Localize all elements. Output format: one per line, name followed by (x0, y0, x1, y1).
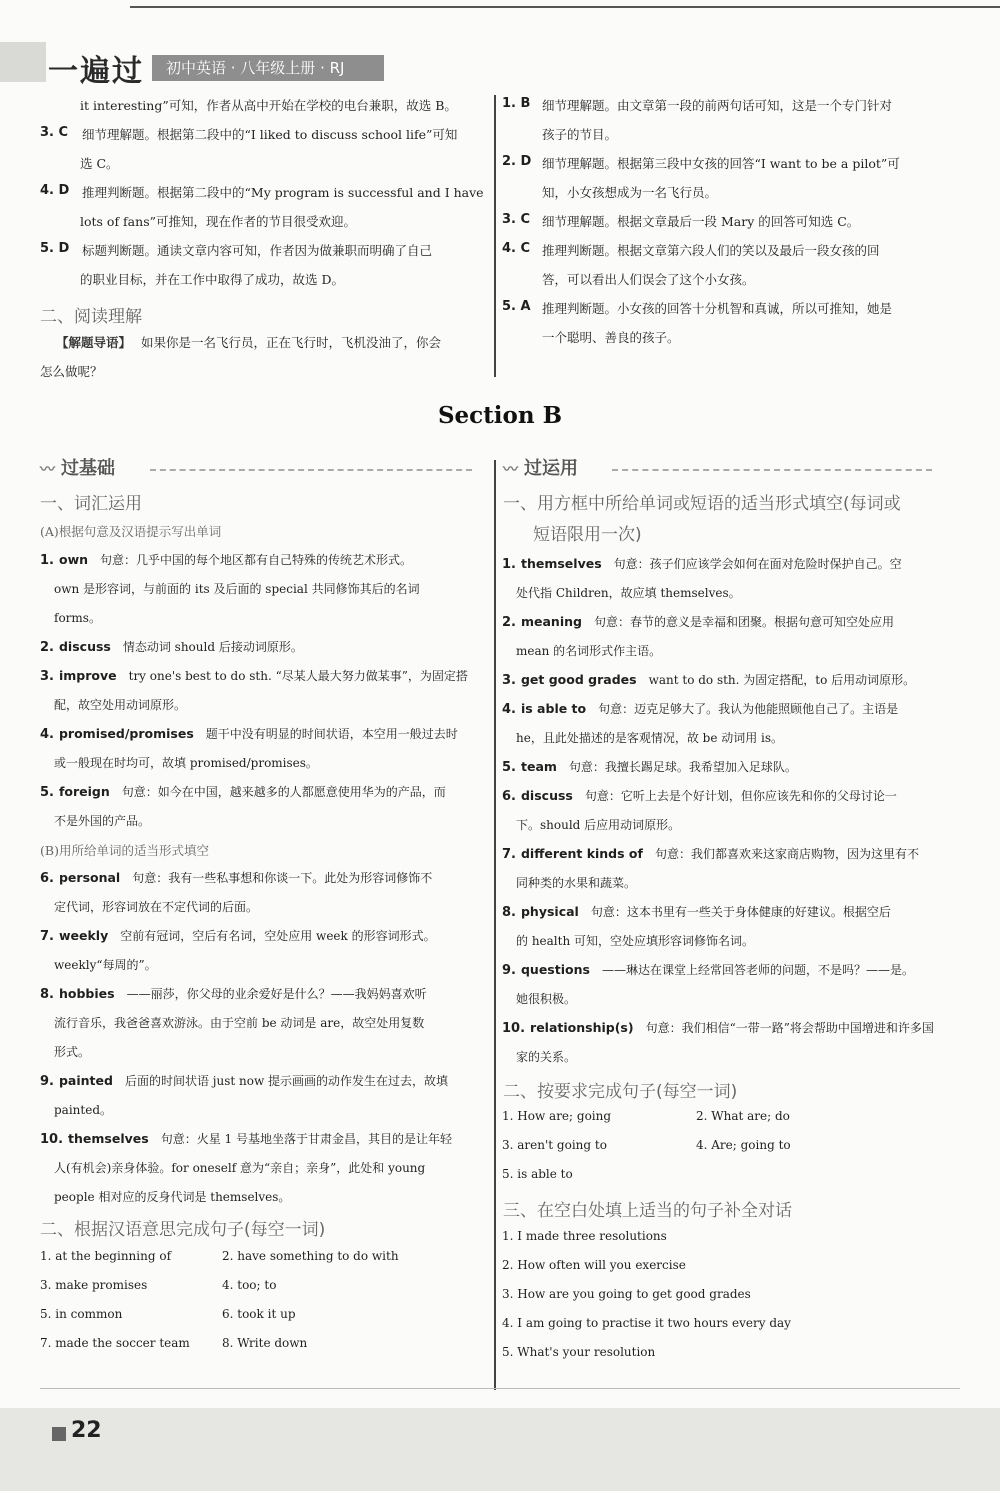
fill-blank-section-heading-cont: 短语限用一次) (533, 525, 642, 545)
answer-line (40, 869, 432, 886)
answer-text: 情态动词 should 后接动词原形。 (122, 640, 303, 654)
fill-blank-section-heading: 一、用方框中所给单词或短语的适当形式填空(每词或 (503, 494, 901, 514)
page-header (0, 0, 1000, 92)
answer-word: own (58, 552, 89, 567)
answer-number: 6. (40, 871, 54, 886)
answer-number: 4. C (502, 241, 531, 256)
answer-line (502, 932, 754, 949)
answer-word: different kinds of (520, 846, 643, 861)
page-marker-icon (52, 1427, 66, 1441)
answer-number: 8. (40, 987, 54, 1002)
part-a-instructions: (A)根据句意及汉语提示写出单词 (40, 524, 222, 539)
answer-number: 7. (502, 847, 516, 862)
answer-number: 10. (502, 1021, 526, 1036)
section-title: Section B (437, 402, 563, 429)
answer-line (40, 725, 458, 742)
answer-number: 10. (40, 1132, 64, 1147)
answer-number: 9. (502, 963, 516, 978)
answer-text: own 是形容词，与前面的 its 及后面的 special 共同修饰其后的名词 (54, 582, 420, 596)
answer-number: 3. C (502, 212, 531, 227)
answer-line (40, 783, 446, 800)
dialog-answer: 2. How often will you exercise (502, 1258, 686, 1272)
answer-line (502, 555, 902, 572)
answer-text: 细节理解题。根据第三段中女孩的回答“I want to be a pilot”可 (542, 156, 900, 171)
answer-text: 推理判断题。根据文章第六段人们的笑以及最后一段女孩的回 (542, 243, 880, 258)
dialog-answer: 4. I am going to practise it two hours every day (502, 1316, 791, 1330)
answer-number: 1. B (502, 96, 531, 111)
answer-line (40, 696, 186, 713)
answer-number: 7. (40, 929, 54, 944)
answer-text: 知，小女孩想成为一名飞行员。 (542, 185, 718, 200)
short-answer: 8. Write down (222, 1336, 308, 1350)
part-b-instructions: (B)用所给单词的适当形式填空 (40, 843, 209, 858)
short-answer: 4. too; to (222, 1278, 277, 1292)
answer-text: 句意：我有一些私事想和你谈一下。此处为形容词修饰不 (132, 871, 433, 885)
answer-word: is able to (520, 701, 587, 716)
answer-word: foreign (58, 784, 110, 799)
answer-line (502, 729, 783, 746)
answer-text: try one's best to do sth. “尽某人最大努力做某事”，为固定搭 (128, 669, 468, 683)
answer-line (502, 787, 897, 804)
answer-text: 处代指 Children，故应填 themselves。 (516, 586, 741, 600)
answer-number: 9. (40, 1074, 54, 1089)
answer-text: he，且此处描述的是客观情况，故 be 动词用 is。 (516, 731, 784, 745)
short-answer: 1. How are; going (502, 1109, 612, 1123)
answer-text: 后面的时间状语 just now 提示画画的动作发生在过去，故填 (124, 1074, 449, 1088)
answer-text: 句意：几乎中国的每个地区都有自己特殊的传统艺术形式。 (100, 553, 413, 567)
sentence-section-heading: 二、按要求完成句子(每空一词) (503, 1082, 738, 1102)
answer-number: 4. D (40, 183, 70, 198)
guide-text-cont: 怎么做呢？ (40, 364, 103, 379)
answer-number: 3. C (40, 125, 69, 140)
answer-word: team (520, 759, 557, 774)
answer-line (502, 1048, 576, 1065)
answer-line (40, 812, 150, 829)
answer-text: 句意：它听上去是个好计划，但你应该先和你的父母讨论一 (584, 789, 897, 803)
answer-text: 答，可以看出人们误会了这个小女孩。 (542, 272, 755, 287)
answer-text: 家的关系。 (516, 1050, 577, 1064)
answer-word: get good grades (520, 672, 637, 687)
answer-word: painted (58, 1073, 113, 1088)
answer-word: discuss (520, 788, 573, 803)
answer-line (40, 1159, 425, 1176)
answer-text: ——丽莎，你父母的业余爱好是什么？——我妈妈喜欢听 (126, 987, 427, 1001)
answer-line (40, 1043, 90, 1060)
right-heading (503, 454, 578, 480)
answer-word: promised/promises (58, 726, 194, 741)
guide-line (56, 333, 441, 351)
left-heading-rule (150, 469, 472, 471)
answer-text: 句意：这本书里有一些关于身体健康的好建议。根据空后 (590, 905, 891, 919)
answer-number: 1. (40, 553, 54, 568)
answer-number: 3. (502, 673, 516, 688)
answer-text: it interesting”可知，作者从高中开始在学校的电台兼职，故选 B。 (80, 98, 457, 113)
answer-text: 句意：我擅长踢足球。我希望加入足球队。 (568, 760, 797, 774)
answer-word: questions (520, 962, 590, 977)
answer-line (502, 903, 891, 920)
answer-line (502, 845, 919, 862)
answer-line (502, 584, 741, 601)
heading-mark-icon: 〰 (40, 460, 56, 478)
answer-word: personal (58, 870, 121, 885)
answer-text: 句意：迈克足够大了。我认为他能照顾他自己了。主语是 (598, 702, 899, 716)
answer-text: 配，故空处用动词原形。 (54, 698, 187, 712)
answer-line (40, 927, 436, 944)
right-heading-rule (612, 469, 932, 471)
answer-text: 句意：我们相信“一带一路”将会帮助中国增进和许多国 (645, 1021, 934, 1035)
answer-text: 或一般现在时均可，故填 promised/promises。 (54, 756, 318, 770)
answer-line (40, 580, 420, 597)
answer-number: 4. (40, 727, 54, 742)
answer-text: 不是外国的产品。 (54, 814, 151, 828)
answer-word: themselves (520, 556, 602, 571)
answer-line (40, 609, 101, 626)
answer-text: forms。 (54, 611, 101, 625)
answer-line (502, 671, 915, 688)
answer-text: 选 C。 (80, 156, 119, 171)
short-answer: 3. make promises (40, 1278, 148, 1292)
translation-section-heading: 二、根据汉语意思完成句子(每空一词) (40, 1220, 326, 1240)
answer-text: 标题判断题。通读文章内容可知，作者因为做兼职而明确了自己 (82, 243, 433, 258)
answer-line (40, 551, 412, 568)
answer-text: 句意：如今在中国，越来越多的人都愿意使用华为的产品，而 (121, 785, 446, 799)
answer-number: 2. (40, 640, 54, 655)
column-divider-bottom (494, 460, 496, 1390)
series-label: 初中英语 · 八年级上册 · RJ (152, 55, 384, 81)
answer-word: improve (58, 668, 117, 683)
answer-number: 2. (502, 615, 516, 630)
answer-text: 的职业目标，并在工作中取得了成功，故选 D。 (80, 272, 344, 287)
answer-line (502, 961, 914, 978)
answer-number: 6. (502, 789, 516, 804)
answer-text: 细节理解题。根据文章最后一段 Mary 的回答可知选 C。 (542, 214, 860, 229)
page-number: 22 (71, 1418, 102, 1443)
answer-text: 人(有机会)亲身体验。for oneself 意为“亲自；亲身”，此处和 young (54, 1161, 426, 1175)
short-answer: 3. aren't going to (502, 1138, 607, 1152)
answer-line (502, 816, 680, 833)
answer-text: 句意：我们都喜欢来这家商店购物，因为这里有不 (654, 847, 919, 861)
answer-text: 形式。 (54, 1045, 91, 1059)
answer-text: lots of fans”可推知，现在作者的节目很受欢迎。 (80, 214, 356, 229)
answer-number: 1. (502, 557, 516, 572)
answer-text: 细节理解题。根据第二段中的“I liked to discuss school life”可知 (82, 127, 458, 142)
footer-rule (40, 1388, 960, 1389)
short-answer: 5. in common (40, 1307, 123, 1321)
answer-text: 句意：火星 1 号基地坐落于甘肃金昌，其目的是让年轻 (160, 1132, 452, 1146)
answer-text: 句意：春节的意义是幸福和团聚。根据句意可知空处应用 (593, 615, 894, 629)
answer-text: 推理判断题。小女孩的回答十分机智和真诚，所以可推知，她是 (542, 301, 893, 316)
answer-number: 8. (502, 905, 516, 920)
right-heading-label: 过运用 (524, 458, 579, 479)
answer-word: weekly (58, 928, 109, 943)
answer-text: 流行音乐，我爸爸喜欢游泳。由于空前 be 动词是 are，故空处用复数 (54, 1016, 425, 1030)
answer-text: 的 health 可知，空处应填形容词修饰名词。 (516, 934, 755, 948)
vocab-section-heading: 一、词汇运用 (40, 494, 142, 514)
answer-text: 下。should 后应用动词原形。 (516, 818, 681, 832)
short-answer: 6. took it up (222, 1307, 296, 1321)
answer-text: 题干中没有明显的时间状语，本空用一般过去时 (205, 727, 458, 741)
answer-line (502, 874, 636, 891)
short-answer: 2. What are; do (696, 1109, 790, 1123)
answer-line (502, 990, 576, 1007)
answer-number: 3. (40, 669, 54, 684)
answer-number: 4. (502, 702, 516, 717)
column-divider-top (494, 95, 496, 377)
guide-text: 如果你是一名飞行员，正在飞行时，飞机没油了，你会 (141, 335, 442, 350)
answer-line (40, 754, 318, 771)
answer-line (40, 1188, 290, 1205)
heading-mark-icon: 〰 (503, 460, 519, 478)
short-answer: 2. have something to do with (222, 1249, 399, 1263)
reading-section-heading: 二、阅读理解 (40, 307, 142, 327)
answer-word: discuss (58, 639, 111, 654)
answer-line (40, 985, 427, 1002)
answer-text: 同种类的水果和蔬菜。 (516, 876, 637, 890)
answer-text: 空前有冠词，空后有名词，空处应用 week 的形容词形式。 (120, 929, 436, 943)
answer-line (502, 642, 661, 659)
answer-number: 5. (40, 785, 54, 800)
answer-text: 她很积极。 (516, 992, 577, 1006)
answer-text: 孩子的节目。 (542, 127, 618, 142)
answer-text: 句意：孩子们应该学会如何在面对危险时保护自己。空 (613, 557, 902, 571)
answer-word: hobbies (58, 986, 115, 1001)
answer-word: meaning (520, 614, 582, 629)
answer-line (502, 1019, 934, 1036)
answer-word: relationship(s) (530, 1020, 634, 1035)
short-answer: 1. at the beginning of (40, 1249, 172, 1263)
short-answer: 7. made the soccer team (40, 1336, 190, 1350)
answer-word: physical (520, 904, 579, 919)
header-tab-block (0, 42, 46, 82)
guide-label: 【解题导语】 (56, 335, 132, 350)
answer-text: 一个聪明、善良的孩子。 (542, 330, 680, 345)
answer-line (40, 898, 258, 915)
answer-number: 5. D (40, 241, 70, 256)
answer-number: 5. A (502, 299, 531, 314)
dialog-answer: 3. How are you going to get good grades (502, 1287, 751, 1301)
left-heading-label: 过基础 (61, 458, 116, 479)
answer-line (40, 1130, 452, 1147)
answer-text: ——琳达在课堂上经常回答老师的问题，不是吗？——是。 (601, 963, 914, 977)
answer-text: weekly“每周的”。 (54, 958, 157, 972)
dialog-answer: 5. What's your resolution (502, 1345, 656, 1359)
answer-text: 推理判断题。根据第二段中的“My program is successful and I have (82, 185, 484, 200)
answer-line (502, 613, 894, 630)
answer-text: 细节理解题。由文章第一段的前两句话可知，这是一个专门针对 (542, 98, 893, 113)
answer-text: people 相对应的反身代词是 themselves。 (54, 1190, 291, 1204)
footer-band (0, 1408, 1000, 1491)
series-logo: 一遍过 (48, 54, 144, 89)
answer-number: 2. D (502, 154, 532, 169)
answer-number: 5. (502, 760, 516, 775)
short-answer: 5. is able to (502, 1167, 573, 1181)
answer-text: mean 的名词形式作主语。 (516, 644, 662, 658)
header-rule (130, 6, 1000, 8)
answer-line (40, 1101, 112, 1118)
answer-text: painted。 (54, 1103, 113, 1117)
answer-line (40, 638, 303, 655)
answer-line (502, 758, 797, 775)
answer-line (40, 956, 157, 973)
left-heading (40, 454, 115, 480)
answer-text: want to do sth. 为固定搭配，to 后用动词原形。 (648, 673, 916, 687)
answer-text: 定代词，形容词放在不定代词的后面。 (54, 900, 259, 914)
short-answer: 4. Are; going to (696, 1138, 791, 1152)
answer-line (40, 667, 468, 684)
dialog-section-heading: 三、在空白处填上适当的句子补全对话 (503, 1201, 792, 1221)
answer-word: themselves (68, 1131, 149, 1146)
dialog-answer: 1. I made three resolutions (502, 1229, 667, 1243)
answer-line (40, 1072, 448, 1089)
answer-line (502, 700, 898, 717)
answer-line (40, 1014, 424, 1031)
